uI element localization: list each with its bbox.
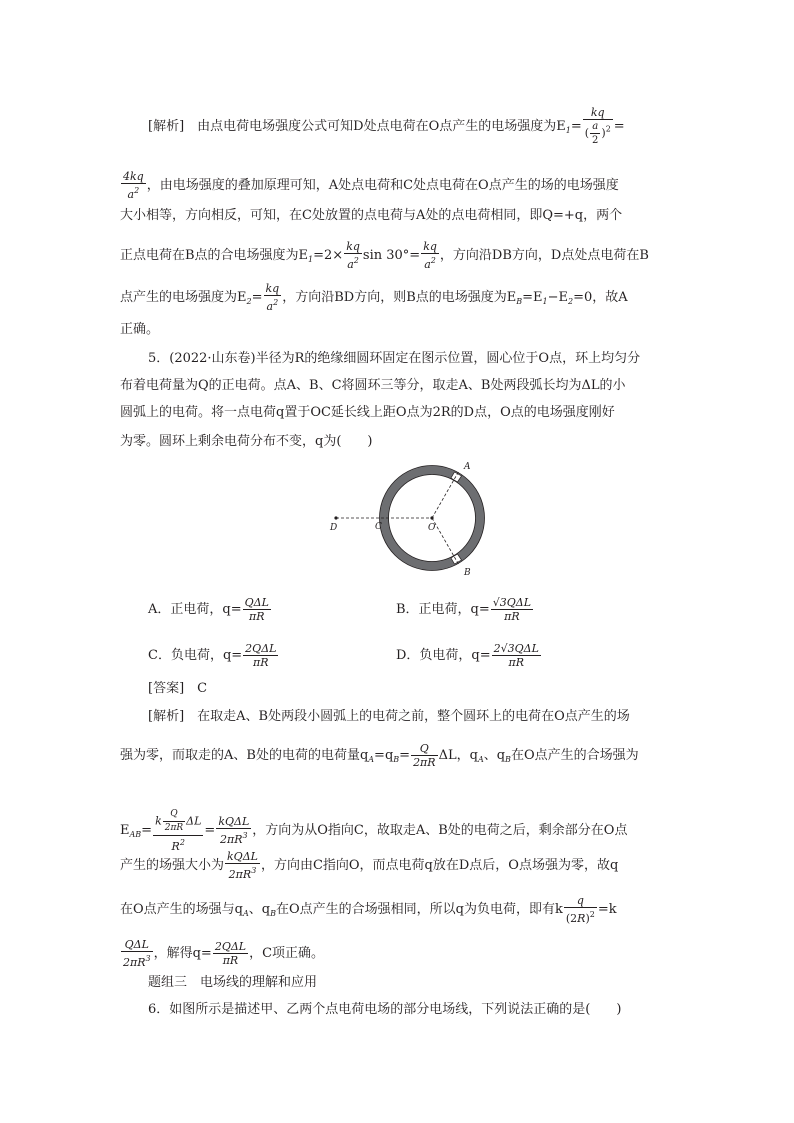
- text: [答案] C: [148, 681, 208, 696]
- ring-figure: [322, 458, 522, 588]
- text: =0，故A: [573, 290, 628, 305]
- question-5-line-2: [120, 377, 626, 395]
- text: 在O点产生的合场强为: [510, 748, 639, 763]
- solution-line-2: [120, 170, 619, 201]
- label-A: A: [464, 462, 471, 472]
- solution-line-5: 点产生的电场强度为$E_2=$ $\frac{kq}{a^2}$ ，方向沿BD方向，则B点的电场强度为$E_B=E_1-E_2=0$，故A: [120, 282, 628, 313]
- answer-line: [148, 680, 207, 698]
- fraction: $\frac{kq}{a^2}$: [423, 240, 437, 271]
- text: 正点电荷在B点的合电场强度为E: [120, 248, 309, 263]
- q5-solution-line-6: [120, 938, 324, 969]
- question-5-line-4: [120, 433, 372, 451]
- fraction: $\frac{Q}{2\pi R}$: [413, 742, 436, 769]
- fraction: $\frac{kq}{a^2}$: [265, 282, 280, 313]
- text: ，方向沿BD方向，则B点的电场强度为E: [282, 290, 517, 305]
- text: −E: [547, 290, 569, 305]
- q5-solution-line-5: 在O点产生的场强与$q_A$、$q_B$在O点产生的合场强相同，所以q为负电荷，即有k $\frac{q}{(2R)^2}$ =k: [120, 894, 617, 925]
- option-B[interactable]: [396, 596, 534, 623]
- text: 布着电荷量为Q的正电荷。点A、B、C将圆环三等分，取走A、B处两段弧长均为ΔL的小: [120, 378, 626, 393]
- fraction: $\frac{\text{2√3QΔL}}{\pi R}$: [493, 642, 539, 669]
- option-C[interactable]: [148, 642, 279, 669]
- label-O: O: [428, 523, 436, 533]
- text: [解析] 由点电荷电场强度公式可知D处点电荷在O点产生的电场强度为E: [148, 119, 566, 134]
- dashed-line-OB: [432, 518, 459, 565]
- text: 产生的场强大小为: [120, 858, 225, 873]
- text: 、q: [483, 748, 506, 763]
- fraction: $\frac{4kq}{a^2}$: [123, 170, 144, 201]
- q5-solution-line-4: [120, 850, 618, 881]
- option-A[interactable]: [148, 596, 272, 623]
- fraction: $\frac{\text{2QΔL}}{\pi R}$: [214, 940, 247, 967]
- dashed-line-OA: [432, 471, 459, 518]
- text: 在O点产生的场强与q: [120, 902, 243, 917]
- solution-line-3: [120, 207, 622, 225]
- text: ，C项正确。: [249, 946, 325, 961]
- text: A．正电荷，q=: [148, 602, 242, 617]
- section-heading: [148, 974, 317, 992]
- fraction: kq ( $\frac{a}{2}$ )$^2$: [584, 106, 611, 146]
- text: 为零。圆环上剩余电荷分布不变，q为( ): [120, 434, 373, 449]
- text: 正确。: [120, 322, 160, 337]
- text: 圆弧上的电荷。将一点电荷q置于OC延长线上距O点为2R的D点，O点的电场强度刚好: [120, 405, 615, 420]
- question-5-line-3: [120, 404, 615, 422]
- fraction: $\frac{\text{kQΔL}}{2\pi R^3}$: [227, 850, 258, 881]
- text: 题组三 电场线的理解和应用: [148, 975, 318, 990]
- text: 6．如图所示是描述甲、乙两个点电荷电场的部分电场线，下列说法正确的是( ): [148, 1002, 622, 1017]
- point-O: [430, 516, 433, 519]
- question-6: [148, 1001, 621, 1019]
- fraction: k $\frac{Q}{2\pi R}$ ΔL $R^2$: [155, 809, 202, 853]
- label-C: C: [375, 522, 382, 532]
- text: 在O点产生的合场强相同，所以q为负电荷，即有k: [275, 902, 563, 917]
- text: ，方向由C指向O，而点电荷q放在D点后，O点场强为零，故q: [260, 858, 619, 873]
- question-5-line-1: [148, 350, 640, 368]
- text: 强为零，而取走的A、B处的电荷的电荷量q: [120, 748, 369, 763]
- text: 、q: [248, 902, 271, 917]
- text: ，方向为从O指向C，故取走A、B处的电荷之后，剩余部分在O点: [252, 823, 628, 838]
- fraction: $\frac{kq}{a^2}$: [346, 240, 360, 271]
- fraction: $\frac{\text{QΔL}}{2\pi R^3}$: [123, 938, 151, 969]
- text: =k: [597, 902, 617, 917]
- text: ，方向沿DB方向，D点处点电荷在B: [439, 248, 649, 263]
- text: ，解得q=: [153, 946, 212, 961]
- solution-line-4: 正点电荷在B点的合电场强度为$E_1=2\times$ $\frac{kq}{a^2}$ sin 30°= $\frac{kq}{a^2}$ ，方向沿DB方向，D点处点电荷在B: [120, 240, 649, 271]
- label-D: D: [330, 523, 338, 533]
- text: 5．(2022·山东卷)半径为R的绝缘细圆环固定在图示位置，圆心位于O点，环上均匀分: [148, 351, 641, 366]
- option-D[interactable]: [396, 642, 542, 669]
- point-D: [334, 516, 337, 519]
- fraction: $\frac{\text{QΔL}}{\pi R}$: [244, 596, 269, 623]
- text: 大小相等，方向相反，可知，在C处放置的点电荷与A处的点电荷相同，即Q=+q，两个: [120, 208, 623, 223]
- q5-solution-line-2: 强为零，而取走的A、B处的电荷的电荷量$q_A=q_B=$ $\frac{Q}{2\pi R}$ ΔL，$q_A$、$q_B$在O点产生的合场强为: [120, 742, 639, 769]
- text: [解析] 在取走A、B处两段小圆弧上的电荷之前，整个圆环上的电荷在O点产生的场: [148, 709, 630, 724]
- text: =E: [522, 290, 543, 305]
- fraction: $\frac{\text{2QΔL}}{\pi R}$: [245, 642, 277, 669]
- text: B．正电荷，q=: [396, 602, 490, 617]
- text: ，q: [456, 748, 478, 763]
- text: C．负电荷，q=: [148, 648, 243, 663]
- label-B: B: [464, 568, 471, 578]
- solution-line-1: [解析] 由点电荷电场强度公式可知D处点电荷在O点产生的电场强度为$E_1=$ kq ( $\frac{a}{2}$ )$^2$ =: [148, 106, 625, 146]
- solution-line-6: [120, 321, 159, 339]
- q5-solution-line-1: [148, 708, 630, 726]
- text: ，由电场强度的叠加原理可知，A处点电荷和C处点电荷在O点产生的场的电场强度: [146, 178, 619, 193]
- fraction: $\frac{q}{(2R)^2}$: [565, 894, 595, 925]
- text: E: [120, 823, 130, 838]
- fraction: $\frac{\text{kQΔL}}{2\pi R^3}$: [218, 815, 250, 846]
- q5-solution-line-3: $E_{AB}=$ k $\frac{Q}{2\pi R}$ ΔL $R^2$ = $\frac{\text{kQΔL}}{2\pi R^3}$ ，方向为从O指向C，故取走A、B处的电荷之后，剩余部分在O点: [120, 809, 628, 853]
- text: D．负电荷，q=: [396, 648, 491, 663]
- text: 点产生的电场强度为E: [120, 290, 247, 305]
- fraction: $\frac{\text{√3QΔL}}{\pi R}$: [492, 596, 532, 623]
